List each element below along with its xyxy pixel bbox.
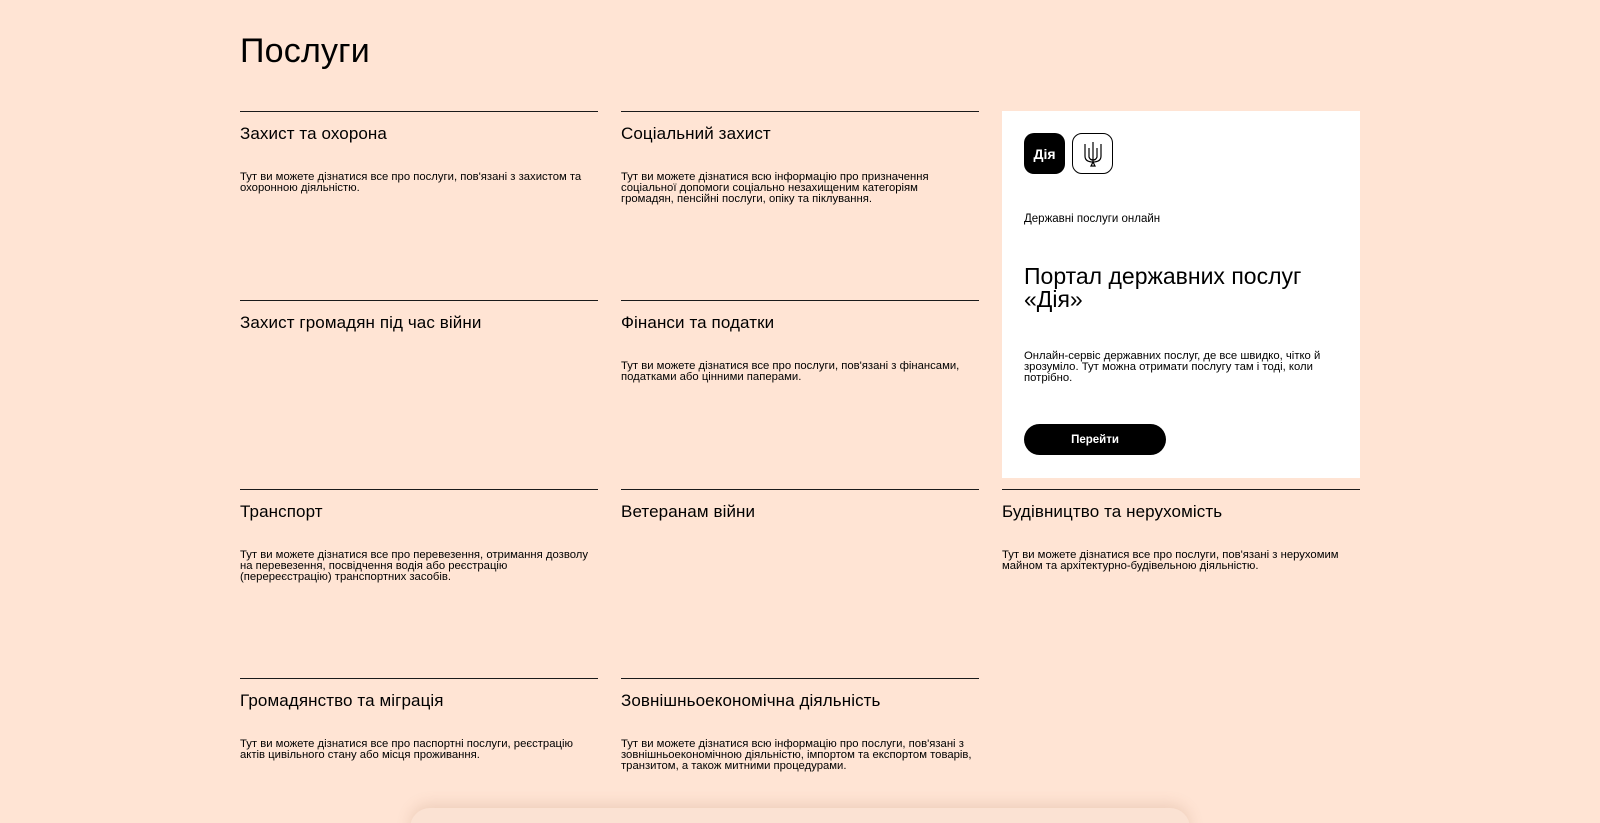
page-title: Послуги bbox=[240, 32, 370, 70]
service-card-protection[interactable] bbox=[240, 111, 598, 300]
service-card-description: Тут ви можете дізнатися все про перевезення, отримання дозволу на перевезення, посвідчення водія або реєстрацію (перереєстрацію) транспортних засобів. bbox=[240, 549, 588, 584]
service-card-title[interactable]: Зовнішньоекономічна діяльність bbox=[621, 691, 881, 710]
diia-portal-promo bbox=[1002, 111, 1360, 478]
service-card-description: Тут ви можете дізнатися все про послуги, пов'язані з фінансами, податками або цінними паперами. bbox=[621, 360, 960, 384]
service-card-foreign-trade[interactable] bbox=[621, 678, 979, 823]
service-card-war-protection[interactable] bbox=[240, 300, 598, 489]
service-card-description: Тут ви можете дізнатися все про послуги, пов'язані з захистом та охоронною діяльністю. bbox=[240, 171, 582, 195]
bottom-panel-edge bbox=[410, 808, 1190, 823]
promo-logos bbox=[1024, 133, 1338, 174]
service-card-finance[interactable] bbox=[621, 300, 979, 489]
service-card-construction[interactable] bbox=[1002, 489, 1360, 678]
services-grid bbox=[240, 111, 1360, 823]
promo-title: Портал державних послуг «Дія» bbox=[1024, 263, 1302, 312]
go-button[interactable]: Перейти bbox=[1024, 424, 1166, 455]
promo-kicker: Державні послуги онлайн bbox=[1024, 213, 1161, 225]
service-card-title[interactable]: Громадянство та міграція bbox=[240, 691, 444, 710]
service-card-description: Тут ви можете дізнатися все про паспортні послуги, реєстрацію актів цивільного стану або місця проживання. bbox=[240, 738, 573, 762]
service-card-description: Тут ви можете дізнатися все про послуги, пов'язані з нерухомим майном та архітектурно-будівельною діяльністю. bbox=[1002, 549, 1339, 573]
service-card-description: Тут ви можете дізнатися всю інформацію про послуги, пов'язані з зовнішньоекономічною діяльністю, імпортом та експортом товарів, транзитом, а також митними процедурами. bbox=[621, 738, 972, 773]
service-card-description: Тут ви можете дізнатися всю інформацію про призначення соціальної допомоги соціально незахищеним категоріям громадян, пенсійні послуги, опіку та піклування. bbox=[621, 171, 929, 206]
service-card-title[interactable]: Соціальний захист bbox=[621, 124, 771, 143]
trident-icon bbox=[1072, 133, 1113, 174]
service-card-title[interactable]: Транспорт bbox=[240, 502, 323, 521]
service-card-title[interactable]: Захист громадян під час війни bbox=[240, 313, 482, 332]
service-card-social-protection[interactable] bbox=[621, 111, 979, 300]
diia-logo: Дія bbox=[1024, 133, 1065, 174]
service-card-veterans[interactable] bbox=[621, 489, 979, 678]
service-card-title[interactable]: Ветеранам війни bbox=[621, 502, 756, 521]
service-card-title[interactable]: Захист та охорона bbox=[240, 124, 387, 143]
service-card-title[interactable]: Будівництво та нерухомість bbox=[1002, 502, 1223, 521]
service-card-transport[interactable] bbox=[240, 489, 598, 678]
service-card-citizenship[interactable] bbox=[240, 678, 598, 823]
service-card-title[interactable]: Фінанси та податки bbox=[621, 313, 775, 332]
promo-description: Онлайн-сервіс державних послуг, де все швидко, чітко й зрозуміло. Тут можна отримати послугу там і тоді, коли потрібно. bbox=[1024, 350, 1321, 384]
